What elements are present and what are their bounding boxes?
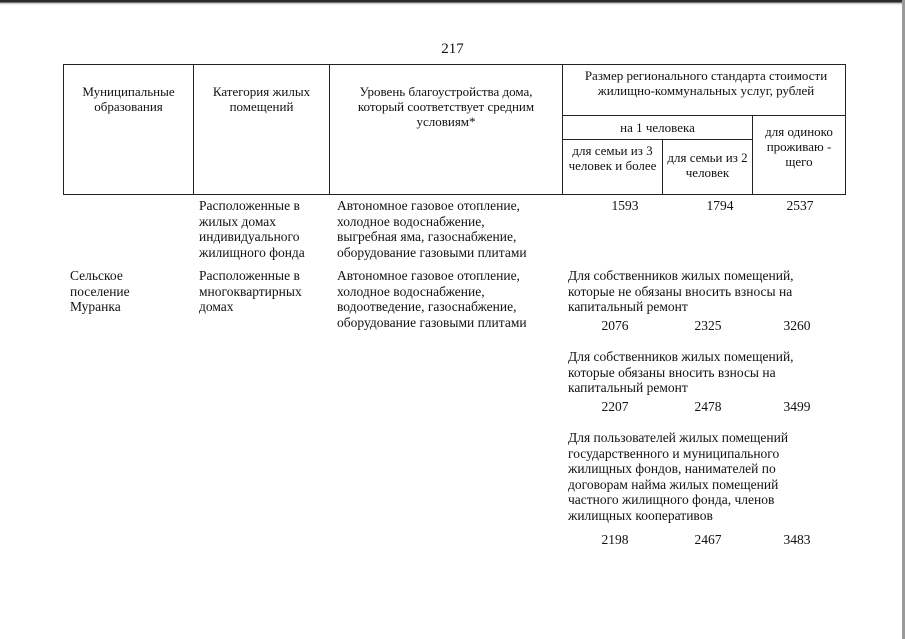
header-single: для одиноко проживаю - щего [753,116,846,195]
row1-value-family3: 1593 [611,198,639,213]
group1-caption: Для собственников жилых помещений, которые не обязаны вносить взносы на капитальный ремонт [568,268,794,314]
scan-top-edge [0,0,905,5]
group3-caption: Для пользователей жилых помещений государственного и муниципального жилищных фондов, нанимателей по договорам найма жилых помещений частного жилищного фонда, членов жилищных кооперативов [568,430,789,523]
group1-value-family2: 2325 [694,318,722,333]
header-category: Категория жилых помещений [194,65,330,195]
page-number: 217 [441,41,464,57]
header-family3: для семьи из 3 человек и более [563,140,663,195]
group3-value-family2: 2467 [694,532,722,547]
group2-value-family2: 2478 [694,399,722,414]
header-size: Размер регионального стандарта стоимости жилищно-коммунальных услуг, рублей [563,65,846,116]
header-municipality: Муниципальные образования [64,65,194,195]
municipality-name: Сельское поселение Муранка [70,268,130,314]
header-table [63,64,846,195]
row1-value-single: 2537 [786,198,814,213]
group2-value-single: 3499 [783,399,811,414]
row1-category: Расположенные в жилых домах индивидуального жилищного фонда [199,198,305,260]
row2-level: Автономное газовое отопление, холодное водоснабжение, водоотведение, газоснабжение, оборудование газовыми плитами [337,268,527,330]
group3-value-single: 3483 [783,532,811,547]
header-family2: для семьи из 2 человек [663,140,753,195]
row1-level: Автономное газовое отопление, холодное водоснабжение, выгребная яма, газоснабжение, оборудование газовыми плитами [337,198,527,260]
group3-value-family3: 2198 [601,532,629,547]
group1-value-family3: 2076 [601,318,629,333]
row1-value-family2: 1794 [706,198,734,213]
group1-value-single: 3260 [783,318,811,333]
group2-value-family3: 2207 [601,399,629,414]
group2-caption: Для собственников жилых помещений, которые обязаны вносить взносы на капитальный ремонт [568,349,794,395]
header-level: Уровень благоустройства дома, который соответствует средним условиям* [330,65,563,195]
row2-category: Расположенные в многоквартирных домах [199,268,302,314]
header-per-person: на 1 человека [563,116,753,140]
